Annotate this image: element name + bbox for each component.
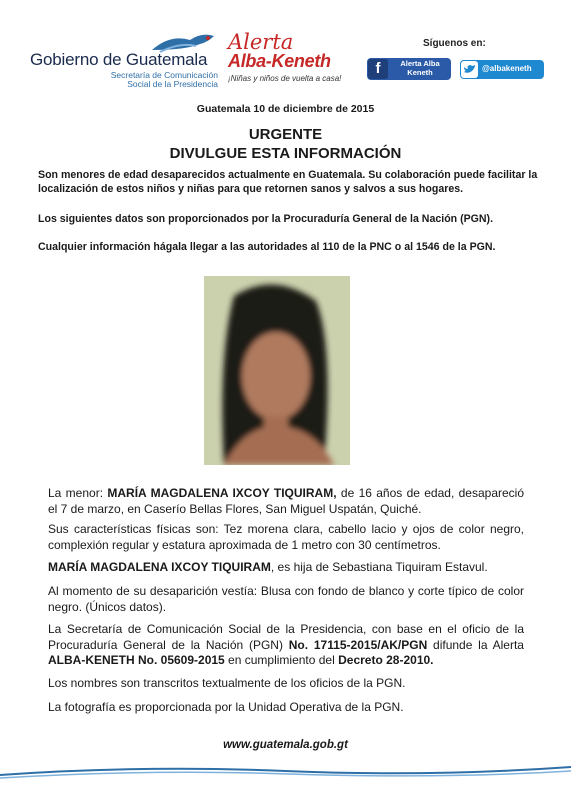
missing-person-name: MARÍA MAGDALENA IXCOY TIQUIRAM, [107, 486, 337, 500]
intro-paragraph-2: Los siguientes datos son proporcionados por la Procuraduría General de la Nación (PGN). [38, 213, 494, 225]
alerta-tagline: ¡Niñas y niños de vuelta a casa! [228, 74, 342, 83]
detail-paragraph-4: Al momento de su desaparición vestía: Blusa con fondo de blanco y corte típico de color negro. (Únicos datos). [48, 584, 524, 614]
detail-1-rest: de 16 años de edad, desapareció el 7 de marzo, en Caserío Bellas Flores, San Miguel Uspatán, Quiché. [48, 486, 524, 516]
alerta-logo-main: Alba-Keneth [228, 51, 331, 71]
alert-number: ALBA-KENETH No. 05609-2015 [48, 653, 225, 667]
website-link[interactable]: www.guatemala.gob.gt [223, 739, 348, 751]
detail-paragraph-1 [48, 486, 524, 517]
urgent-line-1: URGENTE [248, 126, 323, 143]
gobierno-title: Gobierno de Guatemala [30, 50, 208, 69]
date-line: Guatemala 10 de diciembre de 2015 [196, 103, 375, 115]
missing-person-name-2: MARÍA MAGDALENA IXCOY TIQUIRAM [48, 560, 271, 574]
alerta-logo-top: Alerta [228, 30, 294, 54]
follow-label: Síguenos en: [423, 38, 486, 49]
decree-reference: Decreto 28-2010. [338, 653, 434, 667]
gobierno-subtitle-line-1: Secretaría de Comunicación [110, 70, 218, 80]
gobierno-subtitle [100, 71, 218, 89]
detail-1-prefix: La menor: [48, 486, 108, 500]
detail-paragraph-5 [48, 622, 524, 669]
detail-5-a: La Secretaría de Comunicación Social de la Presidencia, con base en el oficio de la Procuraduría General de la Nación (PGN) [48, 622, 524, 652]
missing-person-photo [204, 276, 350, 465]
gobierno-subtitle-line-2: Social de la Presidencia [127, 79, 218, 89]
detail-5-e: en cumplimiento del [224, 653, 339, 667]
header [0, 0, 571, 95]
urgent-heading [0, 125, 571, 163]
urgent-line-2: DIVULGUE ESTA INFORMACIÓN [169, 145, 402, 162]
facebook-label [391, 60, 449, 77]
intro-paragraph-3: Cualquier información hágala llegar a las autoridades al 110 de la PNC o al 1546 de la PGN. [38, 241, 496, 253]
facebook-label-line-1: Alerta Alba [400, 59, 440, 68]
facebook-link[interactable] [367, 58, 451, 80]
twitter-icon [461, 61, 478, 78]
facebook-label-line-2: Keneth [407, 67, 433, 77]
twitter-label: @albakeneth [482, 64, 532, 73]
detail-paragraph-3 [48, 560, 524, 576]
detail-3-rest: , es hija de Sebastiana Tiquiram Estavul. [270, 560, 488, 574]
intro-paragraph-1: Son menores de edad desaparecidos actualmente en Guatemala. Su colaboración puede facilitar la localización de estos niños y niñas para que retornen sanos y salvos a sus hogares. [38, 169, 538, 195]
twitter-link[interactable] [460, 60, 544, 79]
detail-paragraph-7: La fotografía es proporcionada por la Unidad Operativa de la PGN. [48, 700, 404, 714]
footer-decorative-lines [0, 763, 571, 781]
facebook-icon: f [368, 59, 388, 79]
detail-paragraph-2: Sus características físicas son: Tez morena clara, cabello lacio y ojos de color negro, complexión regular y estatura aproximada de 1 metro con 30 centímetros. [48, 522, 524, 552]
detail-paragraph-6: Los nombres son transcritos textualmente de los oficios de la PGN. [48, 676, 406, 690]
pgn-reference: No. 17115-2015/AK/PGN [288, 637, 428, 652]
detail-5-c: difunde la Alerta [427, 637, 524, 652]
